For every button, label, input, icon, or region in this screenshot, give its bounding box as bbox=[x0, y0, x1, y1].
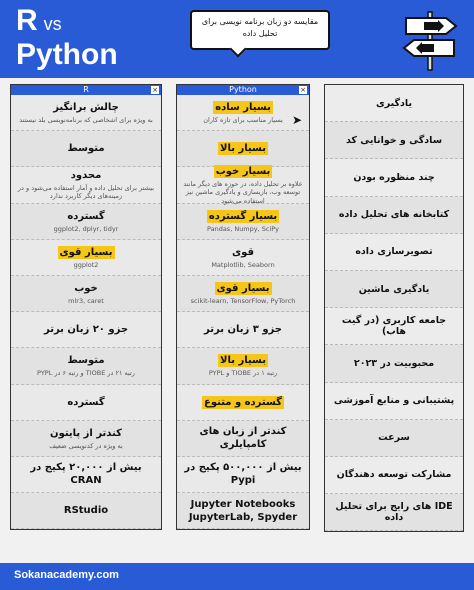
feature-label: جامعه کاربری (در گیت هاب) bbox=[325, 308, 463, 345]
python-cell-main: بیش از ۵۰۰,۰۰۰ پکیج در Pypi bbox=[184, 462, 302, 487]
r-cell-main: جزو ۲۰ زبان برتر bbox=[43, 324, 129, 336]
footer bbox=[0, 563, 474, 590]
python-cell-sub: علاوه بر تحلیل داده، در حوزه های دیگر مانند توسعه وب، بازیسازی و یادگیری ماشین نیز استفاده می‌شود bbox=[183, 180, 303, 205]
feature-label: IDE های رایج برای تحلیل داده bbox=[325, 494, 463, 531]
python-cell-main: کندتر از زبان های کامپایلری bbox=[199, 426, 287, 451]
r-cell-sub: ggplot2 bbox=[73, 260, 99, 269]
r-cell-sub: به ویژه برای اشخاصی که برنامه‌نویسی بلد نیستند bbox=[19, 116, 153, 125]
r-cell bbox=[11, 131, 161, 167]
python-cell-main: Jupyter Notebooks JupyterLab, Spyder bbox=[188, 498, 298, 523]
mouse-cursor-icon: ➤ bbox=[292, 113, 303, 127]
python-cell-sub: بسیار مناسب برای تازه کاران bbox=[203, 116, 283, 125]
r-cell-sub: به ویژه در کدنویسی ضعیف bbox=[49, 441, 123, 450]
speech-bubble bbox=[190, 10, 330, 50]
r-cell-main: گسترده bbox=[67, 210, 105, 222]
r-cell bbox=[11, 204, 161, 240]
python-cell-main: بسیار بالا bbox=[220, 143, 266, 155]
feature-label: یادگیری ماشین bbox=[325, 271, 463, 308]
r-cell bbox=[11, 493, 161, 529]
title-vs: vs bbox=[43, 14, 62, 34]
r-cell-main: کندتر از پایتون bbox=[50, 427, 122, 439]
python-cell-sub: scikit-learn, TensorFlow, PyTorch bbox=[190, 296, 296, 305]
python-cell-main: بسیار بالا bbox=[220, 355, 266, 367]
r-cell bbox=[11, 312, 161, 348]
r-cell-main: RStudio bbox=[63, 505, 109, 517]
r-cell-main: محدود bbox=[70, 170, 102, 182]
feature-label: مشارکت توسعه دهندگان bbox=[325, 457, 463, 494]
r-cell bbox=[11, 385, 161, 421]
r-cell bbox=[11, 421, 161, 457]
feature-label: تصویرسازی داده bbox=[325, 234, 463, 271]
python-cell bbox=[177, 131, 309, 167]
direction-sign-icon bbox=[400, 8, 460, 72]
python-cell-main: جزو ۳ زبان برتر bbox=[204, 324, 282, 336]
python-cell bbox=[177, 493, 309, 529]
python-cell bbox=[177, 457, 309, 493]
r-cell-main: چالش برانگیز bbox=[53, 102, 119, 114]
comparison-area bbox=[0, 78, 474, 563]
close-icon: × bbox=[300, 86, 306, 94]
feature-column bbox=[324, 84, 464, 532]
r-cell bbox=[11, 348, 161, 384]
python-cell bbox=[177, 385, 309, 421]
python-cell-sub: Matplotlib, Seaborn bbox=[211, 260, 275, 269]
python-cell bbox=[177, 312, 309, 348]
python-column bbox=[176, 84, 310, 530]
python-cell-sub: رتبه ۱ در TIOBE و PYPL bbox=[208, 369, 278, 378]
bubble-text: مقایسه دو زبان برنامه نویسی برای تحلیل داده bbox=[201, 17, 319, 38]
r-cell bbox=[11, 276, 161, 312]
python-cell bbox=[177, 167, 309, 203]
r-cell bbox=[11, 95, 161, 131]
feature-label: پشتیبانی و منابع آموزشی bbox=[325, 383, 463, 420]
feature-label: یادگیری bbox=[325, 85, 463, 122]
python-cell bbox=[177, 348, 309, 384]
r-column bbox=[10, 84, 162, 530]
python-cell bbox=[177, 240, 309, 276]
r-column-header bbox=[11, 85, 161, 95]
r-cell-sub: رتبه ۲۱ در TIOBE و رتبه ۶ در PYPL bbox=[37, 369, 135, 378]
python-cell-main: گسترده و متنوع bbox=[204, 396, 282, 408]
r-cell bbox=[11, 167, 161, 203]
python-cell bbox=[177, 95, 309, 131]
title-python: Python bbox=[16, 38, 118, 71]
python-cell-main: بسیار خوب bbox=[215, 166, 271, 178]
python-cell-main: بسیار گسترده bbox=[208, 210, 278, 222]
r-column-title: R bbox=[83, 85, 89, 94]
python-cell bbox=[177, 421, 309, 457]
page-title bbox=[16, 6, 118, 70]
python-cell-main: قوی bbox=[232, 246, 254, 258]
feature-label: کتابخانه های تحلیل داده bbox=[325, 197, 463, 234]
python-cell-main: بسیار قوی bbox=[216, 282, 270, 294]
r-cell-sub: بیشتر برای تحلیل داده و آمار استفاده می‌شود و در زمینه‌های دیگر کاربرد ندارد bbox=[17, 184, 155, 201]
feature-label: چند منظوره بودن bbox=[325, 159, 463, 196]
r-cell-sub: mlr3, caret bbox=[68, 296, 104, 305]
header bbox=[0, 0, 474, 78]
r-cell bbox=[11, 240, 161, 276]
r-cell-main: بسیار قوی bbox=[59, 246, 113, 258]
r-cell-main: خوب bbox=[74, 282, 98, 294]
r-cell-main: متوسط bbox=[67, 355, 105, 367]
python-cell bbox=[177, 204, 309, 240]
close-icon: × bbox=[152, 86, 158, 94]
site-link[interactable]: Sokanacademy.com bbox=[14, 569, 119, 581]
python-cell bbox=[177, 276, 309, 312]
python-column-header bbox=[177, 85, 309, 95]
feature-label: محبوبیت در ۲۰۲۳ bbox=[325, 345, 463, 382]
feature-label: سادگی و خوانایی کد bbox=[325, 122, 463, 159]
r-cell-sub: ggplot2, dplyr, tidyr bbox=[53, 224, 119, 233]
python-column-title: Python bbox=[229, 85, 257, 94]
r-cell bbox=[11, 457, 161, 493]
r-cell-main: گسترده bbox=[67, 396, 105, 408]
r-cell-main: متوسط bbox=[67, 143, 105, 155]
python-cell-sub: Pandas, Numpy, SciPy bbox=[206, 224, 280, 233]
r-cell-main: بیش از ۲۰,۰۰۰ پکیج در CRAN bbox=[30, 462, 142, 487]
python-cell-main: بسیار ساده bbox=[215, 102, 271, 114]
feature-label: سرعت bbox=[325, 420, 463, 457]
title-r: R bbox=[16, 4, 38, 37]
